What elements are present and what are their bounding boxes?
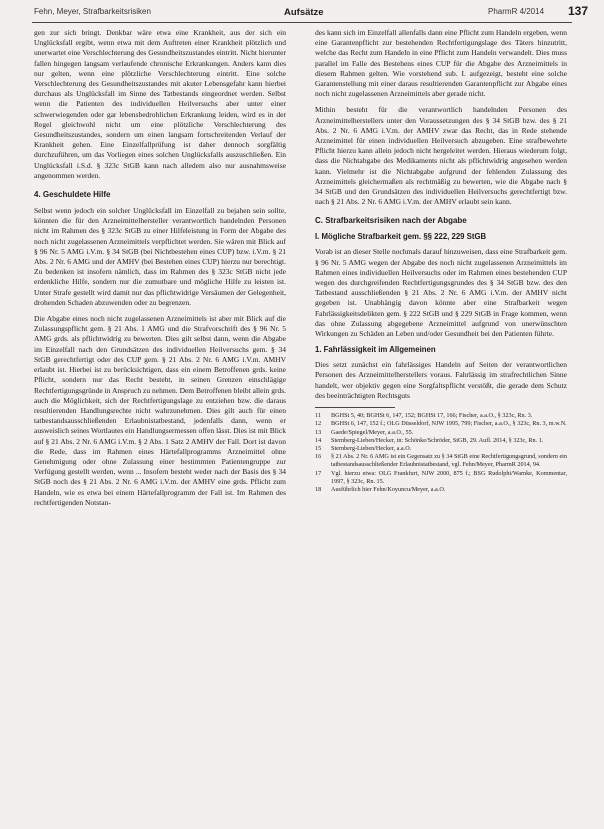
subsection-heading: I. Mögliche Strafbarkeit gem. §§ 222, 229 StGB xyxy=(315,232,487,242)
paragraph: Vorab ist an dieser Stelle nochmals darauf hinzuweisen, dass eine Strafbarkeit gem. § 96 Nr. 5 AMG wegen der Abgabe des noch nicht zugelassenen Arzneimittels im Rahmen eines individuellen Heilversuchs oder im Rahmen eines bestehenden CUP wegen des durchgreifenden Rechtfertigungsgrundes des § 34 StGB bzw. des den Tatbestand ausschließenden § 21 Abs. 2 Nr. 6 AMG i.V.m. der AMHV nicht gegeben ist. Unabhängig davon könnte aber eine Strafbarkeit wegen Fahrlässigkeitsdelikten gem. § 222 StGB und § 229 StGB in Frage kommen, wenn das ohne Zulassung abgegebene Arzneimittel aufgrund von unerwünschten Wirkungen zu Schäden an Leben und/oder Gesundheit bei den Patienten führte. xyxy=(315,247,567,339)
footnote-divider xyxy=(315,407,395,408)
paragraph: Dies setzt zunächst ein fahrlässiges Handeln auf Seiten der verantwortlichen Personen des Arzneimittelherstellers voraus. Fahrlässig im strafrechtlichen Sinne handelt, wer objektiv gegen eine Sorgfaltspflicht verstößt, die gerade dem Schutz des beeinträchtigten Rechtsguts xyxy=(315,360,567,400)
footnotes xyxy=(315,412,567,494)
footnote: 18 Ausführlich hier Fehn/Koyuncu/Meyer, a.a.O. xyxy=(315,485,446,493)
paragraph: des kann sich im Einzelfall allenfalls dann eine Pflicht zum Handeln ergeben, wenn eine Garantenpflicht zur bestehenden Rechtfertigungslage des Täters hinzutritt, welche das Recht zum Handeln in eine Pflicht zum Handeln verwandelt. Dies muss parallel im Falle des Bestehens eines CUP für die Abgabe des Arzneimittels in diesem Rahmen gelten. Wie vorstehend sub. I. aufgezeigt, besteht eine solche Garantenstellung mit einer daraus resultierenden Garantenpflicht zur Abgabe eines noch nicht zugelassenen Arzneimittels aber gerade nicht. xyxy=(315,28,567,99)
section-heading: C. Strafbarkeitsrisiken nach der Abgabe xyxy=(315,216,467,226)
footnote: 14 Sternberg-Lieben/Hecker, in: Schönke/Schröder, StGB, 29. Aufl. 2014, § 323c, Rn. 1. xyxy=(315,436,544,444)
footnote: 12 BGHSt 6, 147, 152 f.; OLG Düsseldorf, NJW 1995, 799; Fischer, a.a.O., § 323c, Rn. 3, m.w.N. xyxy=(315,420,567,428)
left-column xyxy=(34,28,286,514)
right-column xyxy=(315,28,567,494)
page-number: 137 xyxy=(568,4,589,18)
footnote: 11 BGHSt 5, 40; BGHSt 6, 147, 152; BGHSt 17, 166; Fischer, a.a.O., § 323c, Rn. 3. xyxy=(315,412,533,420)
paragraph: Mithin besteht für die verantwortlich handelnden Personen des Arzneimittelherstellers unter den Voraussetzungen des § 34 StGB bzw. des § 21 Abs. 2 Nr. 6 AMG i.V.m. der AMHV zwar das Recht, das in Rede stehende Arzneimittel für einen individuellen Heilversuch abzugeben. Eine strafbewehrte Pflicht hierzu kann allein jedoch nicht hergeleitet werden. Hieraus wiederum folgt, dass die Nichtabgabe des Medikaments nicht als pflichtwidrig angesehen werden kann. Vielmehr ist die Nichtabgabe aufgrund der fehlenden Zulassung des Arzneimittels gleichermaßen als rechtmäßig zu bewerten, wie die Abgabe nach § 34 StGB und den Grundsätzen des individuellen Heilversuchs gerechtfertigt bzw. nach § 21 Abs. 2 Nr. 6 AMG i.V.m. der AMHV erlaubt sein kann. xyxy=(315,105,567,207)
paragraph: Die Abgabe eines noch nicht zugelassenen Arzneimittels ist aber mit Blick auf die Zulassungspflicht gem. § 21 Abs. 1 AMG und die Strafvorschrift des § 96 Nr. 5 AMG grds. als pflichtwidrig zu bewerten. Dies gilt selbst dann, wenn die Abgabe im Einzelfall nach den Grundsätzen des individuellen Heilversuchs gem. § 34 StGB gerechtfertigt oder des CUP gem. § 21 Abs. 2 Nr. 6 AMG i.V.m. AMHV erlaubt ist. Hierbei ist zu berücksichtigen, dass ein einem Betroffenen grds. keine Pflicht, sondern nur das Recht besteht, in seinen Grenzen einschlägige Rechtfertigungsgründe in Anspruch zu nehmen. Dem Betroffenen bleibt allein grds. auch die Möglichkeit, sich der Rechtfertigungslage zu entziehen bzw. die daraus resultierenden Handlungsrechte nicht wahrzunehmen. Dies gilt auch für einen tatbestandsausschließenden Erlaubnistatbestand, jedenfalls dann, wenn er ausweislich seines Wortlautes ein Handlungsermessen offen lässt. Dies ist mit Blick auf § 21 Abs. 2 Nr. 6 AMG i.V.m. § 2 Abs. 1 Satz 2 AMHV der Fall. Dort ist davon die Rede, dass im Rahmen eines Härtefallprogramms Arzneimittel ohne Genehmigung oder ohne Zulassung einer bestimmten Patientengruppe zur Verfügung gestellt werden, wenn ... Insofern besteht weder nach der Basis des § 34 StGB noch des § 21 Abs. 2 Nr. 6 AMG i.V.m. der AMHV eine grds. Pflicht zum Handeln, wie es etwa bei einem Härtefallprogramm der Fall ist. Im Rahmen des rechtfertigenden Notstan- xyxy=(34,314,286,507)
footnote: 17 Vgl. hierzu etwa: OLG Frankfurt, NJW 2000, 875 f.; BSG Rudolphi/Warnke, Kommentar, 1997, § 323c, Rn. 15. xyxy=(315,469,567,485)
footnote: 15 Sternberg-Lieben/Hecker, a.a.O. xyxy=(315,444,412,452)
subsection-heading: 1. Fahrlässigkeit im Allgemeinen xyxy=(315,345,436,355)
running-header-section: Aufsätze xyxy=(284,7,324,18)
running-header-journal: PharmR 4/2014 xyxy=(488,7,545,16)
paragraph: gen zur sich bringt. Denkbar wäre etwa eine Krankheit, aus der sich ein Unglücksfall ergibt, wenn etwa mit dem Auftreten einer Krankheit plötzlich und unerwartet eine Verschlechterung des Gesundheitszustandes eintritt. Nicht hierunter fallen hingegen langsam verlaufende chronische Erkrankungen. Anders kann dies nur gelten, wenn eine plötzliche Verschlechterung eintritt. Eine solche Verschlechterung des Gesundheitszustandes mit akuter Lebensgefahr kann hierbei durchaus als Unglücksfall im Sinne des Tatbestands eingeordnet werden. Selbst wenn die Patienten des individuellen Heilversuchs aber unter einer schwerwiegenden oder gar lebensbedrohlichen Erkrankung leiden, wird es in der Regel gleichwohl nicht um eine plötzliche Verschlechterung des Gesundheitszustandes, sondern um einen langsam fortschreitenden Verlauf der Krankheit gehen. Eine Einzelfallprüfung ist daher dennoch sorgfältig durchzuführen, um das Vorliegen eines solchen Unglücksfalls auszuschließen. Ein Unglücksfall i.S.d. § 323c StGB kann nach alledem also nur ausnahmsweise angenommen werden. xyxy=(34,28,286,180)
running-header-authors: Fehn, Meyer, Strafbarkeitsrisiken xyxy=(34,7,151,16)
section-heading: 4. Geschuldete Hilfe xyxy=(34,190,111,200)
footnote: 16 § 21 Abs. 2 Nr. 6 AMG ist ein Gegensatz zu § 34 StGB eine Rechtfertigungsgrund, sondern ein tatbestandsausschließender Erlaubnistatbestand, vgl. Fehn/Meyer, PharmR 2014, 94. xyxy=(315,453,567,469)
paragraph: Selbst wenn jedoch ein solcher Unglücksfall im Einzelfall zu bejahen sein sollte, könnten die für den Arzneimittelhersteller verantwortlich handelnden Personen nicht im Rahmen des § 323c StGB zu einer Hilfeleistung in Form der Abgabe des noch nicht zugelassenen Arzneimittels verpflichtet werden. Sie wären mit Blick auf § 96 Nr. 5 AMG i.V.m. § 34 StGB (bei Nichtbestehen eines CUP) bzw. i.V.m. § 21 Abs. 2 Nr. 6 AMG und der AMHV (bei Bestehen eines CUP) hierzu nur berechtigt. Zu bedenken ist insofern nämlich, dass im Rahmen des § 323c StGB nicht jede erdenkliche Hilfe, sondern nur die zumutbare und mögliche Hilfe zu leisten ist. Unter Strafe gestellt wird damit nur das pflichtwidrige Versäumen der Gelegenheit, drohenden Schaden abzuwenden oder zu begrenzen. xyxy=(34,206,286,307)
footnote: 13 Gaede/Spiegel/Meyer, a.a.O., 55. xyxy=(315,428,414,436)
header-divider xyxy=(32,22,572,23)
